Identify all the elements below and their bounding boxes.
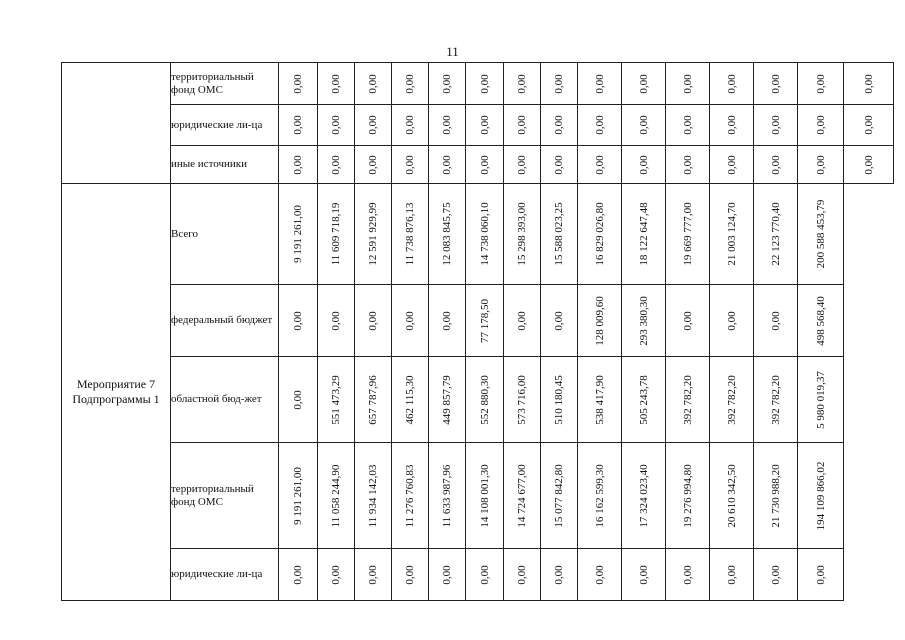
value-cell (541, 184, 578, 285)
value-cell (622, 184, 666, 285)
value-cell (392, 184, 429, 285)
cell-value: 0,00 (292, 115, 304, 135)
value-cell (429, 357, 466, 443)
cell-value: 0,00 (725, 73, 738, 94)
cell-value: 0,00 (292, 389, 304, 410)
value-cell (392, 443, 429, 549)
cell-value: 0,00 (681, 154, 694, 175)
cell-value: 538 417,90 (593, 374, 606, 425)
value-cell (754, 549, 798, 601)
budget-table (61, 62, 894, 601)
cell-value: 0,00 (404, 115, 416, 135)
cell-value: 0,00 (681, 310, 694, 331)
cell-value: 14 108 001,30 (478, 463, 491, 528)
cell-value: 0,00 (814, 115, 827, 135)
cell-value: 392 782,20 (769, 374, 782, 425)
cell-value: 551 473,29 (330, 374, 342, 425)
value-cell (504, 63, 541, 105)
value-cell (798, 63, 844, 105)
value-cell (466, 184, 504, 285)
value-cell (666, 184, 710, 285)
value-cell (710, 443, 754, 549)
cell-value: 0,00 (330, 115, 342, 135)
value-cell (429, 105, 466, 146)
value-cell (504, 146, 541, 184)
value-cell (355, 146, 392, 184)
cell-value: 0,00 (862, 154, 875, 175)
source-label: территориальный фонд ОМС (171, 63, 279, 105)
cell-value: 0,00 (553, 564, 565, 585)
value-cell (622, 285, 666, 357)
value-cell (798, 357, 844, 443)
cell-value: 0,00 (292, 154, 304, 175)
cell-value: 19 276 994,80 (681, 463, 694, 528)
cell-value: 0,00 (330, 310, 342, 331)
value-cell (355, 63, 392, 105)
value-cell (392, 357, 429, 443)
value-cell (279, 357, 318, 443)
cell-value: 0,00 (441, 564, 453, 585)
value-cell (279, 63, 318, 105)
cell-value: 657 787,96 (367, 374, 379, 425)
value-cell (466, 357, 504, 443)
cell-value: 0,00 (593, 73, 606, 94)
cell-value: 0,00 (478, 154, 491, 175)
value-cell (798, 443, 844, 549)
value-cell (429, 146, 466, 184)
event-name-line1: Мероприятие 7 (76, 377, 156, 391)
cell-value: 0,00 (516, 154, 528, 175)
cell-value: 11 738 876,13 (404, 202, 416, 266)
cell-value: 0,00 (681, 73, 694, 94)
cell-value: 11 934 142,03 (367, 464, 379, 527)
value-cell (279, 443, 318, 549)
value-cell (622, 549, 666, 601)
cell-value: 19 669 777,00 (681, 202, 694, 266)
value-cell (541, 549, 578, 601)
value-cell (466, 63, 504, 105)
cell-value: 0,00 (441, 115, 453, 135)
cell-value: 22 123 770,40 (769, 202, 782, 266)
cell-value: 0,00 (292, 564, 304, 585)
cell-value: 21 730 988,20 (769, 463, 782, 528)
value-cell (355, 443, 392, 549)
source-label: иные источники (171, 146, 279, 184)
value-cell (392, 285, 429, 357)
value-cell (279, 549, 318, 601)
cell-value: 498 568,40 (814, 295, 827, 346)
cell-value: 392 782,20 (725, 374, 738, 425)
cell-value: 0,00 (478, 73, 491, 94)
cell-value: 0,00 (330, 564, 342, 585)
cell-value: 0,00 (404, 310, 416, 331)
cell-value: 0,00 (441, 310, 453, 331)
source-label: территориальный фонд ОМС (171, 443, 279, 549)
cell-value: 0,00 (769, 154, 782, 175)
cell-value: 0,00 (593, 564, 606, 585)
cell-value: 0,00 (478, 115, 491, 135)
cell-value: 0,00 (593, 115, 606, 135)
cell-value: 0,00 (553, 73, 565, 94)
value-cell (754, 146, 798, 184)
cell-value: 0,00 (725, 310, 738, 331)
cell-value: 0,00 (637, 564, 650, 585)
cell-value: 0,00 (814, 564, 827, 585)
value-cell (466, 443, 504, 549)
cell-value: 200 588 453,79 (814, 199, 827, 269)
cell-value: 0,00 (478, 564, 491, 585)
value-cell (710, 146, 754, 184)
value-cell (710, 63, 754, 105)
cell-value: 21 003 124,70 (725, 202, 738, 266)
cell-value: 11 058 244,90 (330, 464, 342, 527)
value-cell (466, 105, 504, 146)
cell-value: 16 162 599,30 (593, 463, 606, 528)
cell-value: 0,00 (769, 115, 782, 135)
table-row (62, 443, 894, 549)
cell-value: 0,00 (725, 154, 738, 175)
cell-value: 0,00 (769, 310, 782, 331)
value-cell (279, 105, 318, 146)
value-cell (710, 184, 754, 285)
value-cell (429, 184, 466, 285)
value-cell (666, 357, 710, 443)
value-cell (279, 146, 318, 184)
value-cell (754, 285, 798, 357)
value-cell (710, 357, 754, 443)
value-cell (622, 146, 666, 184)
cell-value: 0,00 (516, 564, 528, 585)
cell-value: 293 380,30 (637, 295, 650, 346)
value-cell (622, 443, 666, 549)
cell-value: 0,00 (367, 154, 379, 175)
value-cell (666, 443, 710, 549)
value-cell (578, 285, 622, 357)
value-cell (541, 357, 578, 443)
value-cell (429, 443, 466, 549)
cell-value: 0,00 (516, 310, 528, 331)
table-row (62, 63, 894, 105)
table-row (62, 146, 894, 184)
cell-value: 462 115,30 (404, 374, 416, 425)
cell-value: 12 591 929,99 (367, 202, 379, 266)
cell-value: 0,00 (637, 115, 650, 135)
table-row (62, 184, 894, 285)
source-label: юридические ли-ца (171, 549, 279, 601)
cell-value: 0,00 (367, 310, 379, 331)
value-cell (541, 443, 578, 549)
value-cell (355, 105, 392, 146)
value-cell (578, 105, 622, 146)
value-cell (798, 184, 844, 285)
cell-value: 505 243,78 (637, 374, 650, 425)
source-label: Всего (171, 184, 279, 285)
cell-value: 14 724 677,00 (516, 463, 528, 528)
cell-value: 15 298 393,00 (516, 202, 528, 266)
value-cell (318, 357, 355, 443)
cell-value: 20 610 342,50 (725, 463, 738, 528)
value-cell (466, 285, 504, 357)
cell-value: 0,00 (862, 73, 875, 94)
cell-value: 552 880,30 (478, 374, 491, 425)
value-cell (466, 146, 504, 184)
value-cell (710, 285, 754, 357)
source-label: юридические ли-ца (171, 105, 279, 146)
cell-value: 573 716,00 (516, 374, 528, 425)
cell-value: 0,00 (441, 73, 453, 94)
value-cell (844, 63, 894, 105)
value-cell (666, 63, 710, 105)
value-cell (318, 184, 355, 285)
cell-value: 0,00 (441, 154, 453, 175)
value-cell (578, 443, 622, 549)
value-cell (754, 63, 798, 105)
cell-value: 0,00 (404, 154, 416, 175)
value-cell (798, 549, 844, 601)
value-cell (318, 549, 355, 601)
value-cell (504, 184, 541, 285)
value-cell (578, 184, 622, 285)
cell-value: 9 191 261,00 (292, 466, 304, 525)
cell-value: 392 782,20 (681, 374, 694, 425)
value-cell (541, 105, 578, 146)
value-cell (541, 63, 578, 105)
value-cell (355, 184, 392, 285)
cell-value: 0,00 (367, 115, 379, 135)
cell-value: 12 083 845,75 (441, 202, 453, 266)
value-cell (318, 105, 355, 146)
cell-value: 128 009,60 (593, 295, 606, 346)
value-cell (798, 105, 844, 146)
value-cell (318, 63, 355, 105)
cell-value: 11 633 987,96 (441, 464, 453, 527)
cell-value: 5 980 019,37 (814, 370, 827, 429)
cell-value: 9 191 261,00 (292, 205, 304, 263)
value-cell (710, 549, 754, 601)
cell-value: 0,00 (814, 73, 827, 94)
cell-value: 0,00 (681, 564, 694, 585)
value-cell (754, 443, 798, 549)
value-cell (392, 146, 429, 184)
cell-value: 0,00 (725, 115, 738, 135)
cell-value: 0,00 (769, 564, 782, 585)
value-cell (666, 549, 710, 601)
value-cell (355, 357, 392, 443)
value-cell (392, 63, 429, 105)
page-number: 11 (446, 44, 459, 59)
cell-value: 510 180,45 (553, 374, 565, 425)
cell-value: 0,00 (367, 564, 379, 585)
value-cell (429, 549, 466, 601)
table-row (62, 285, 894, 357)
cell-value: 0,00 (637, 73, 650, 94)
cell-value: 11 276 760,83 (404, 464, 416, 527)
value-cell (754, 105, 798, 146)
table-row (62, 357, 894, 443)
cell-value: 0,00 (292, 310, 304, 331)
cell-value: 0,00 (330, 73, 342, 94)
value-cell (318, 146, 355, 184)
cell-value: 0,00 (367, 73, 379, 94)
cell-value: 0,00 (292, 73, 304, 94)
cell-value: 14 738 060,10 (478, 202, 491, 266)
value-cell (578, 63, 622, 105)
cell-value: 0,00 (637, 154, 650, 175)
value-cell (318, 443, 355, 549)
cell-value: 16 829 026,80 (593, 202, 606, 266)
value-cell (798, 146, 844, 184)
value-cell (844, 105, 894, 146)
cell-value: 0,00 (769, 73, 782, 94)
cell-value: 15 077 842,80 (553, 463, 565, 528)
value-cell (710, 105, 754, 146)
value-cell (578, 146, 622, 184)
table-row (62, 105, 894, 146)
value-cell (666, 105, 710, 146)
event-cell-empty (62, 63, 171, 184)
cell-value: 0,00 (681, 115, 694, 135)
cell-value: 0,00 (404, 73, 416, 94)
value-cell (504, 285, 541, 357)
value-cell (466, 549, 504, 601)
value-cell (541, 285, 578, 357)
cell-value: 77 178,50 (478, 298, 491, 343)
event-name (62, 184, 171, 601)
value-cell (429, 285, 466, 357)
cell-value: 0,00 (593, 154, 606, 175)
value-cell (541, 146, 578, 184)
value-cell (578, 549, 622, 601)
source-label: федеральный бюджет (171, 285, 279, 357)
cell-value: 15 588 023,25 (553, 202, 565, 266)
value-cell (355, 549, 392, 601)
event-name-line2: Подпрограммы 1 (72, 392, 160, 406)
cell-value: 194 109 866,02 (814, 461, 827, 530)
cell-value: 17 324 023,40 (637, 463, 650, 528)
value-cell (504, 105, 541, 146)
value-cell (578, 357, 622, 443)
value-cell (279, 184, 318, 285)
cell-value: 0,00 (516, 115, 528, 135)
source-label: областной бюд-жет (171, 357, 279, 443)
value-cell (392, 105, 429, 146)
cell-value: 0,00 (553, 115, 565, 135)
value-cell (279, 285, 318, 357)
value-cell (754, 357, 798, 443)
cell-value: 0,00 (553, 310, 565, 331)
value-cell (504, 443, 541, 549)
cell-value: 11 609 718,19 (330, 202, 342, 266)
cell-value: 18 122 647,48 (637, 202, 650, 266)
value-cell (666, 285, 710, 357)
table-row (62, 549, 894, 601)
value-cell (666, 146, 710, 184)
cell-value: 0,00 (516, 73, 528, 94)
value-cell (355, 285, 392, 357)
value-cell (504, 357, 541, 443)
value-cell (318, 285, 355, 357)
value-cell (504, 549, 541, 601)
cell-value: 0,00 (330, 154, 342, 175)
value-cell (392, 549, 429, 601)
cell-value: 0,00 (862, 115, 875, 135)
value-cell (429, 63, 466, 105)
value-cell (622, 105, 666, 146)
value-cell (622, 357, 666, 443)
cell-value: 0,00 (404, 564, 416, 585)
cell-value: 0,00 (553, 154, 565, 175)
value-cell (622, 63, 666, 105)
value-cell (754, 184, 798, 285)
cell-value: 0,00 (725, 564, 738, 585)
cell-value: 449 857,79 (441, 374, 453, 425)
cell-value: 0,00 (814, 154, 827, 175)
value-cell (798, 285, 844, 357)
value-cell (844, 146, 894, 184)
